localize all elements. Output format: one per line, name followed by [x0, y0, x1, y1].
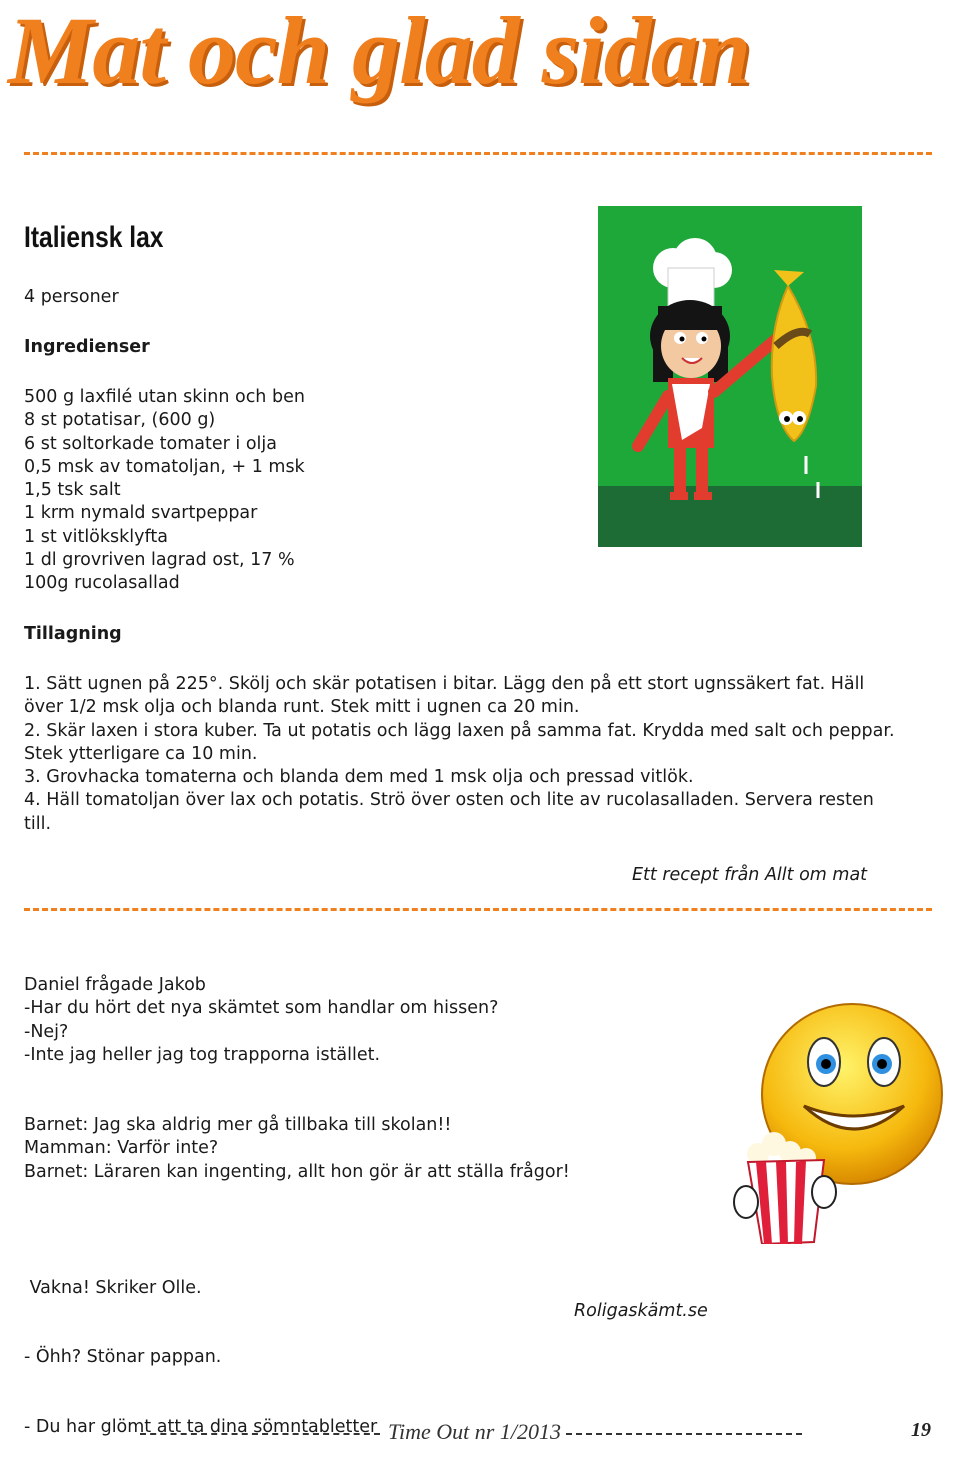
- ingredient-item: 8 st potatisar, (600 g): [24, 410, 216, 431]
- method-step: 3. Grovhacka tomaterna och blanda dem med 1 msk olja och pressad vitlök.: [24, 767, 694, 788]
- ingredients-heading: Ingredienser: [24, 337, 150, 357]
- joke-line: Daniel frågade Jakob: [24, 975, 206, 995]
- page-number: 19: [911, 1419, 931, 1441]
- ingredient-item: 100g rucolasallad: [24, 573, 180, 594]
- magazine-title: Mat och glad sidan: [8, 0, 751, 104]
- ingredient-item: 1,5 tsk salt: [24, 480, 121, 501]
- joke-2: [24, 1114, 570, 1184]
- smiley-popcorn-illustration: [728, 1002, 952, 1244]
- chef-illustration: [598, 206, 862, 547]
- ingredient-item: 1 dl grovriven lagrad ost, 17 %: [24, 550, 295, 571]
- joke-line: Barnet: Läraren kan ingenting, allt hon gör är att ställa frågor!: [24, 1161, 570, 1182]
- footer-dash-left: [140, 1433, 380, 1435]
- joke-line: - Öhh? Stönar pappan.: [24, 1347, 222, 1368]
- top-divider: [24, 152, 932, 155]
- method-step: 1. Sätt ugnen på 225°. Skölj och skär potatisen i bitar. Lägg den på ett stort ugnssäkert fat. Häll över 1/2 msk olja och blanda runt. Stek mitt i ugnen ca 20 min.: [24, 674, 865, 718]
- servings: 4 personer: [24, 287, 119, 307]
- footer-dash-right: [566, 1433, 802, 1435]
- ingredient-item: 6 st soltorkade tomater i olja: [24, 433, 277, 454]
- joke-line: - Du har glömt att ta dina sömntabletter: [24, 1417, 378, 1438]
- joke-3: [24, 1230, 377, 1463]
- method-steps: [24, 673, 904, 836]
- middle-divider: [24, 908, 932, 911]
- ingredient-item: 1 krm nymald svartpeppar: [24, 503, 258, 524]
- ingredient-item: 500 g laxfilé utan skinn och ben: [24, 387, 305, 407]
- footer-issue: Time Out nr 1/2013: [388, 1419, 561, 1444]
- recipe-title: Italiensk lax: [24, 221, 164, 254]
- ingredient-list: [24, 386, 305, 596]
- joke-line: -Inte jag heller jag tog trapporna istället.: [24, 1044, 381, 1065]
- joke-line: Barnet: Jag ska aldrig mer gå tillbaka till skolan!!: [24, 1115, 452, 1135]
- joke-line: Vakna! Skriker Olle.: [24, 1277, 202, 1298]
- joke-line: -Har du hört det nya skämtet som handlar om hissen?: [24, 998, 499, 1019]
- recipe-source: Ett recept från Allt om mat: [632, 865, 868, 885]
- illustration-floor: [598, 486, 862, 547]
- method-heading: Tillagning: [24, 624, 122, 644]
- ingredient-item: 0,5 msk av tomatoljan, + 1 msk: [24, 456, 305, 477]
- joke-line: -Nej?: [24, 1021, 69, 1042]
- method-step: 2. Skär laxen i stora kuber. Ta ut potatis och lägg laxen på samma fat. Krydda med salt och peppar. Stek ytterligare ca 10 min.: [24, 720, 895, 764]
- joke-line: Mamman: Varför inte?: [24, 1138, 219, 1159]
- method-step: 4. Häll tomatoljan över lax och potatis. Strö över osten och lite av rucolasalladen. Servera resten till.: [24, 790, 874, 834]
- joke-1: [24, 974, 498, 1067]
- ingredient-item: 1 st vitlöksklyfta: [24, 526, 168, 547]
- jokes-source: Roligaskämt.se: [574, 1301, 708, 1321]
